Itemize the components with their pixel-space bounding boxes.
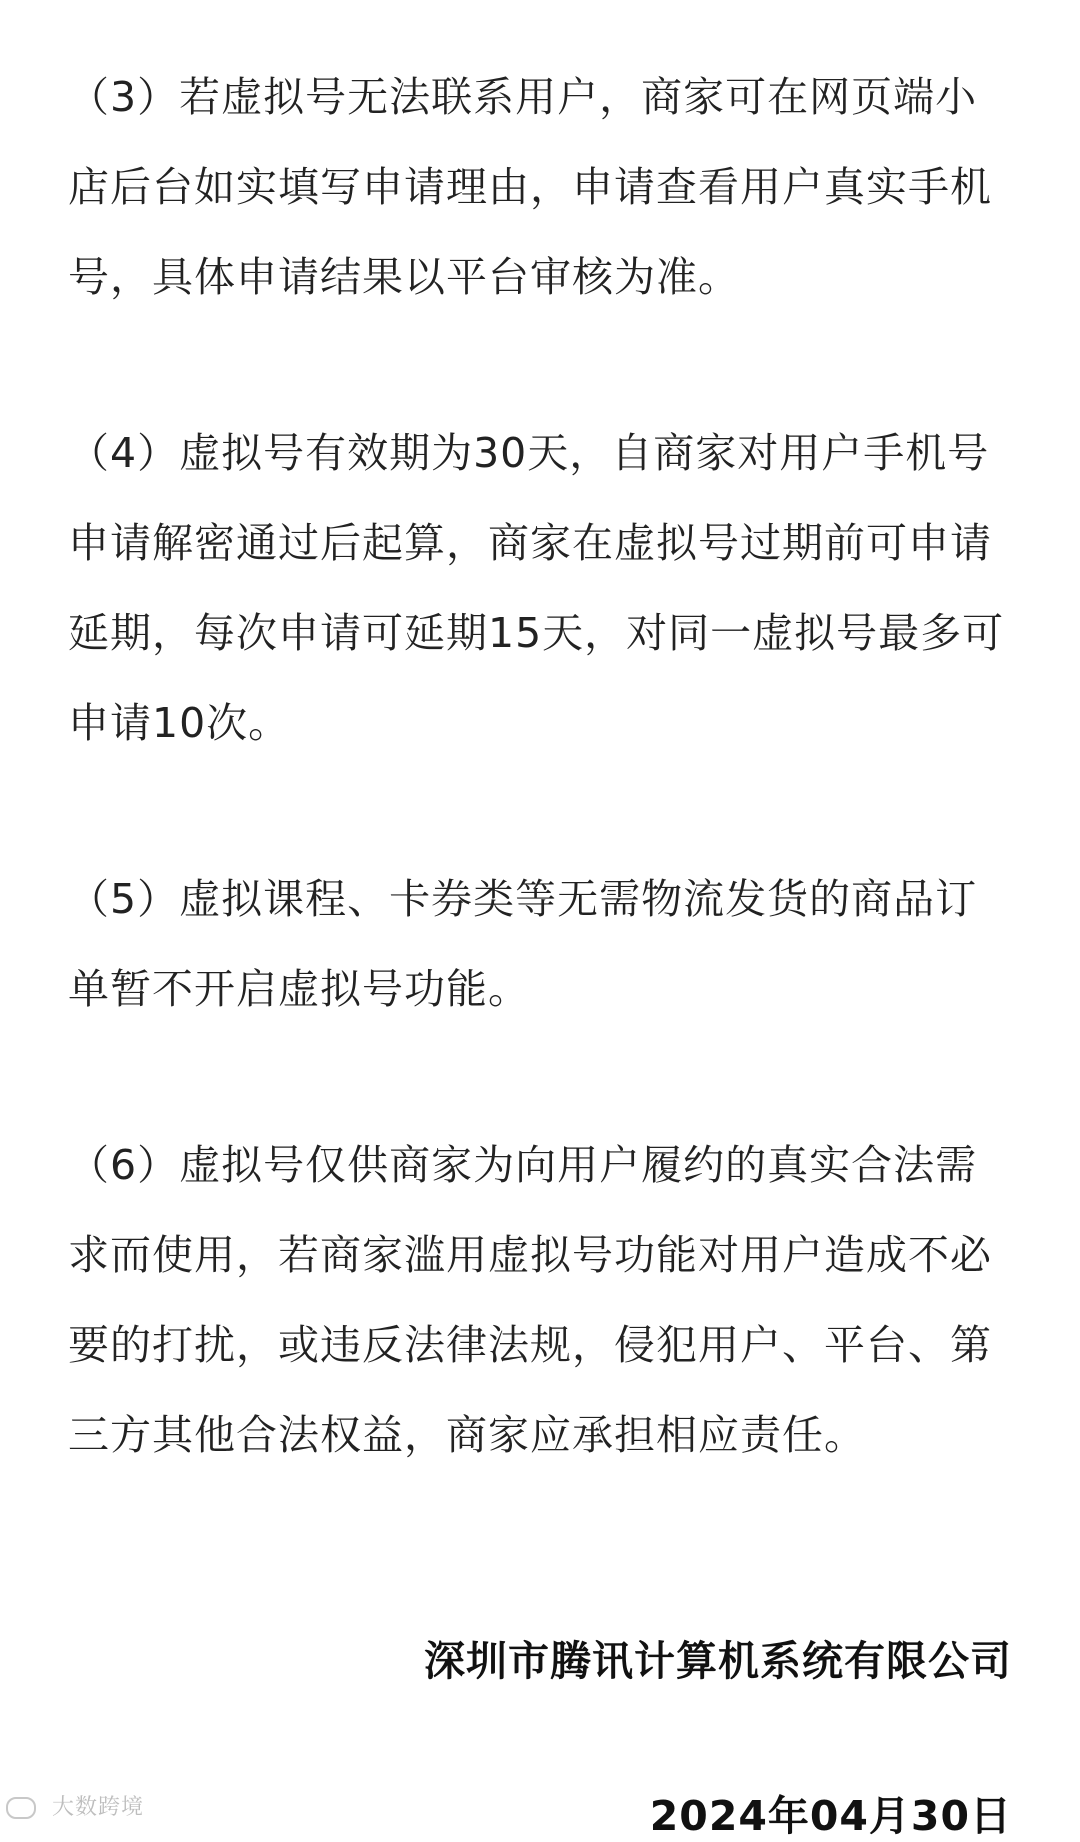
signature-company: 深圳市腾讯计算机系统有限公司	[424, 1637, 1012, 1685]
document-body	[68, 52, 1018, 1480]
clause-4: （4）虚拟号有效期为30天，自商家对用户手机号申请解密通过后起算，商家在虚拟号过期前可申请延期，每次申请可延期15天，对同一虚拟号最多可申请10次。	[68, 429, 1005, 747]
signature-date: 2024年04月30日	[649, 1792, 1012, 1840]
watermark	[6, 1790, 144, 1821]
clause-5: （5）虚拟课程、卡券类等无需物流发货的商品订单暂不开启虚拟号功能。	[68, 875, 978, 1013]
watermark-text: 大数跨境	[52, 1795, 145, 1820]
clause-6: （6）虚拟号仅供商家为向用户履约的真实合法需求而使用，若商家滥用虚拟号功能对用户造成不必要的打扰，或违反法律法规，侵犯用户、平台、第三方其他合法权益，商家应承担相应责任。	[68, 1141, 992, 1459]
clause-3: （3）若虚拟号无法联系用户，商家可在网页端小店后台如实填写申请理由，申请查看用户真实手机号，具体申请结果以平台审核为准。	[68, 73, 992, 301]
brand-logo-icon	[6, 1797, 36, 1819]
